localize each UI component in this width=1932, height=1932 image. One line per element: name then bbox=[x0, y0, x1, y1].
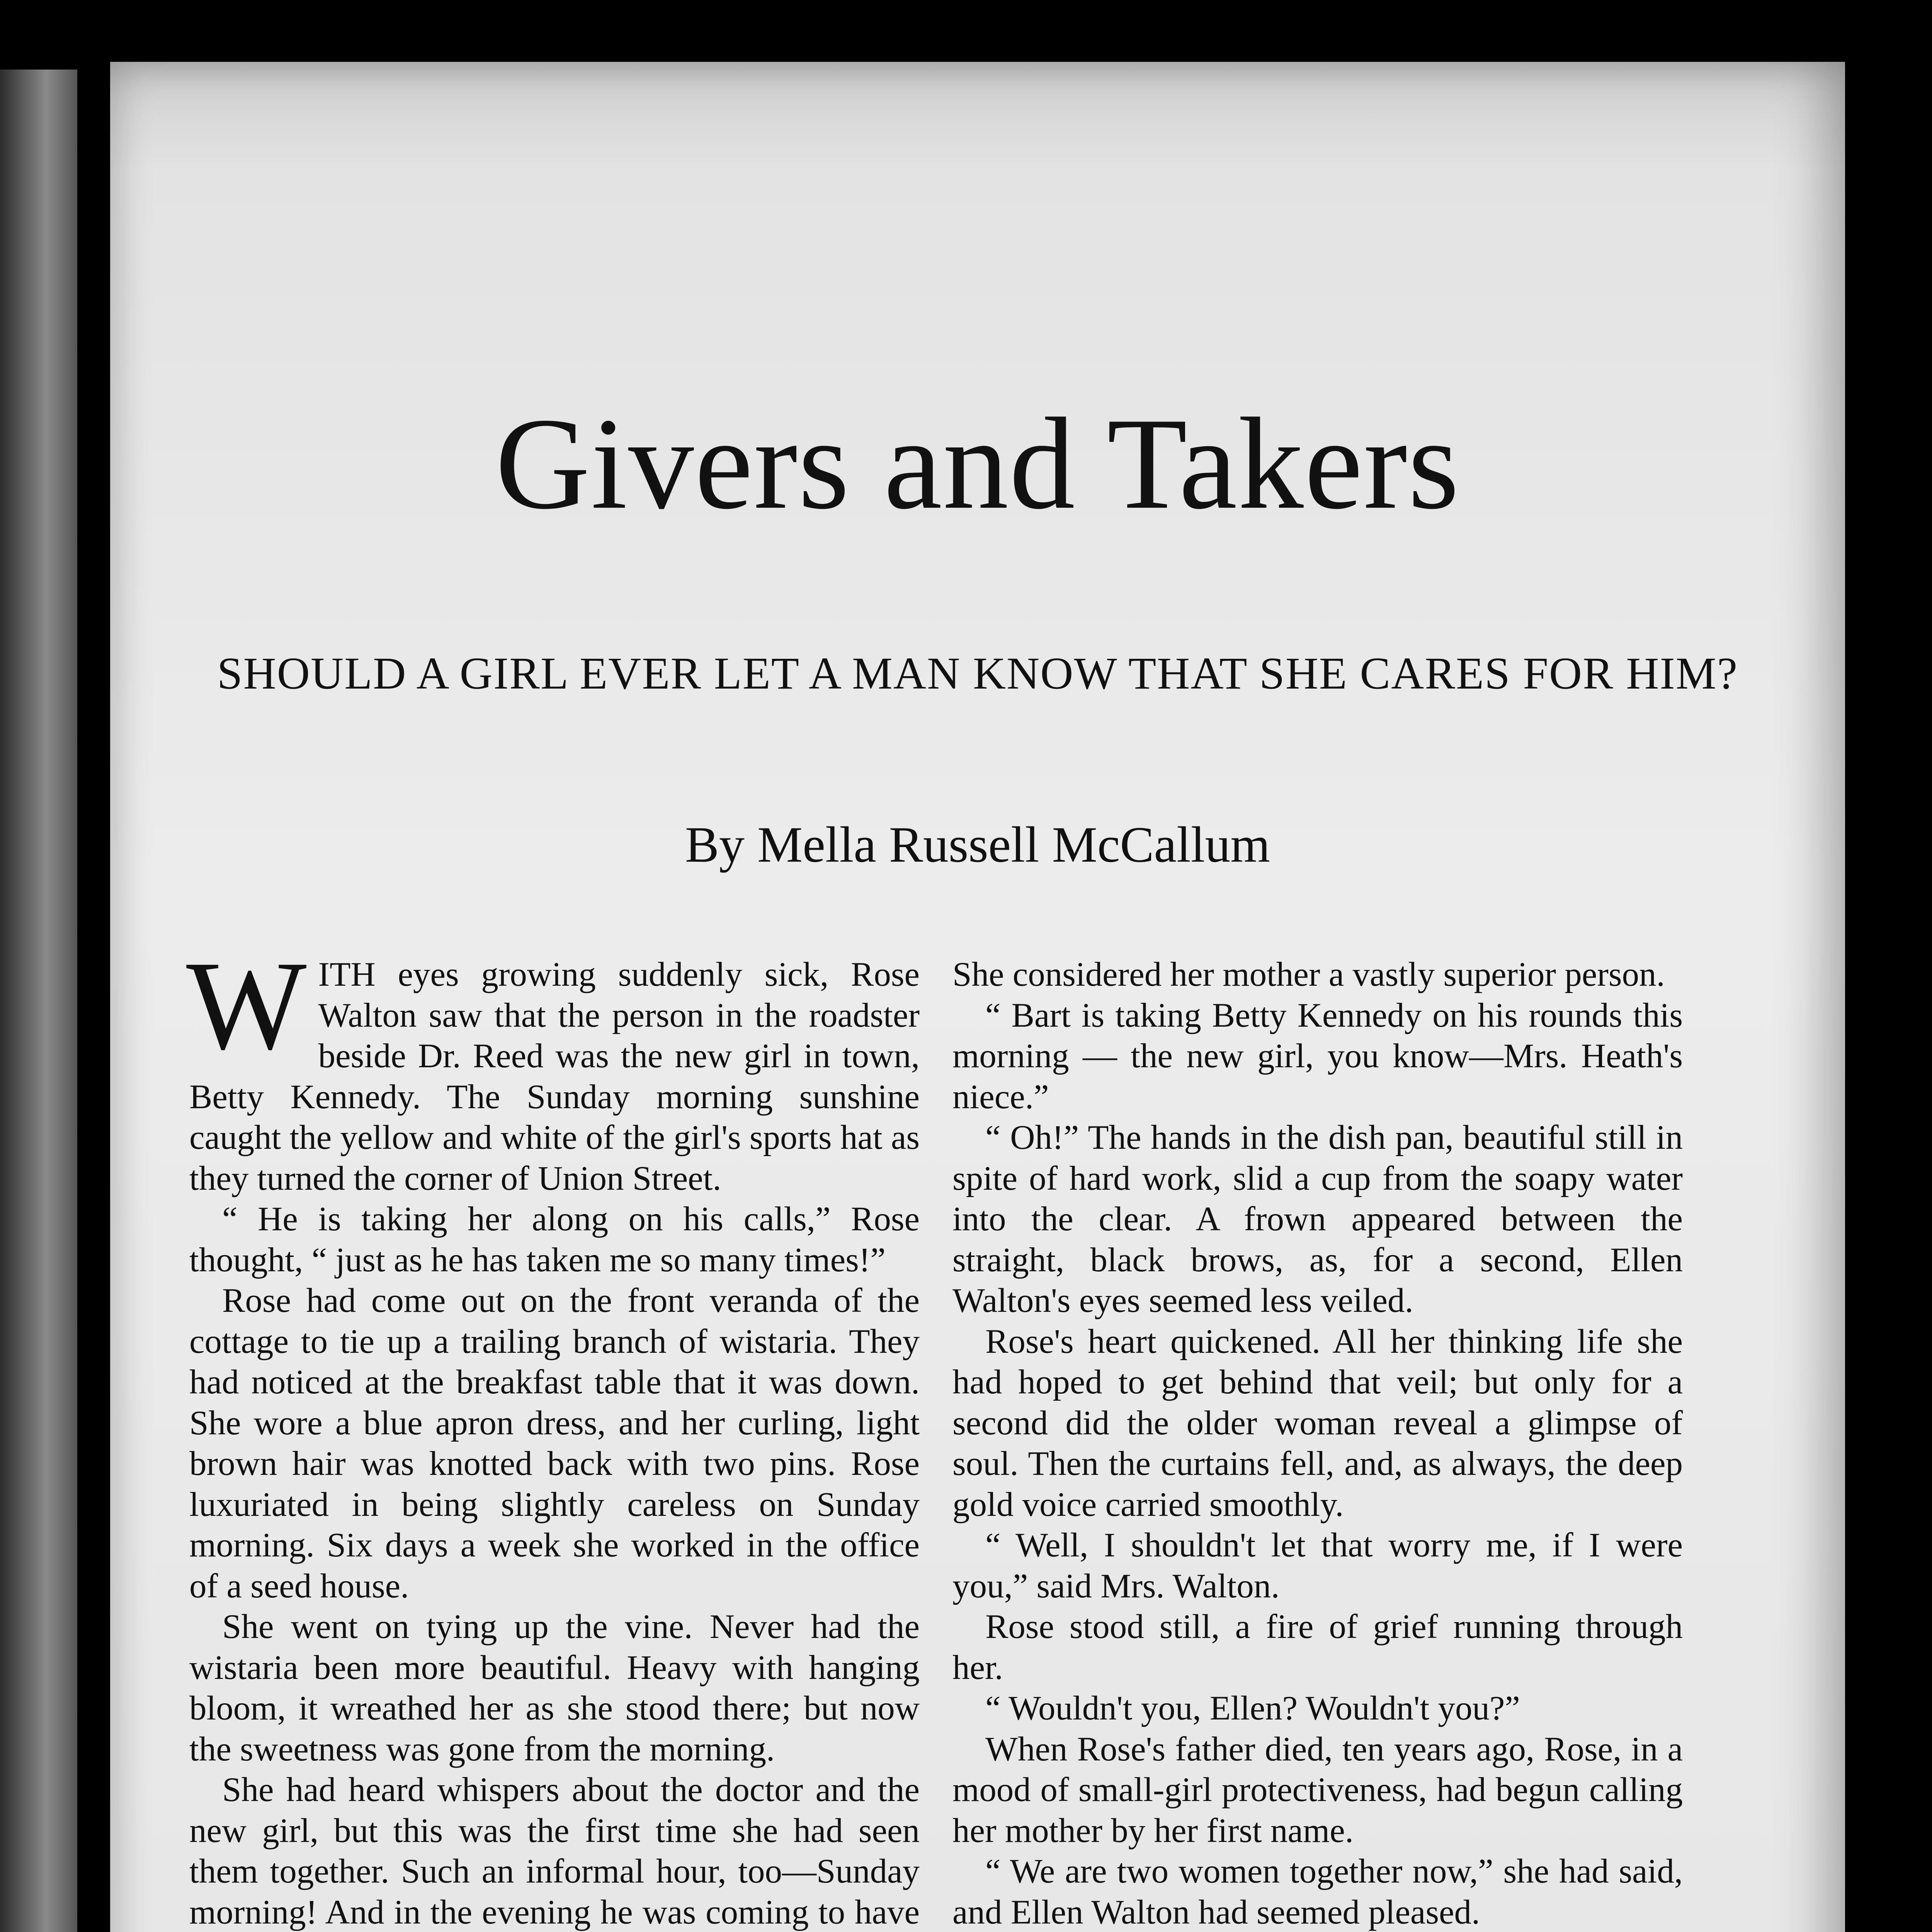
paragraph: “ We are two women together now,” she had said, and Ellen Walton had seemed pleased. bbox=[952, 1852, 1683, 1931]
paragraph: “ He is taking her along on his calls,” Rose thought, “ just as he has taken me so many times!” bbox=[189, 1200, 920, 1279]
paragraph: “ Wouldn't you, Ellen? Wouldn't you?” bbox=[985, 1689, 1520, 1727]
right-column bbox=[952, 954, 1683, 1932]
article-title: Givers and Takers bbox=[495, 391, 1460, 536]
left-column bbox=[186, 935, 920, 1932]
magazine-page bbox=[110, 62, 1845, 1932]
paragraph: Rose had come out on the front veranda of the cottage to tie up a trailing branch of wistaria. They had noticed at the breakfast table that it was down. She wore a blue apron dress, and her curling, light brown hair was knotted back with two pins. Rose luxuriated in being slightly careless on Sunday morning. Six days a week she worked in the office of a seed house. bbox=[189, 1282, 920, 1605]
paragraph: When Rose's father died, ten years ago, Rose, in a mood of small-girl protectiveness, had begun calling her mother by her first name. bbox=[952, 1730, 1683, 1850]
article-subtitle: SHOULD A GIRL EVER LET A MAN KNOW THAT SHE CARES FOR HIM? bbox=[217, 648, 1738, 699]
adjacent-page-edge bbox=[0, 70, 77, 1932]
paragraph: She considered her mother a vastly superior person. bbox=[952, 956, 1665, 993]
paragraph: Rose stood still, a fire of grief running through her. bbox=[952, 1608, 1683, 1687]
paragraph: WITH eyes growing suddenly sick, Rose Walton saw that the person in the roadster beside Dr. Reed was the new girl in town, Betty Kennedy. The Sunday morning sunshine caught the yellow and white of the girl's sports hat as they turned the corner of Union Street. bbox=[186, 935, 920, 1197]
paragraph: “ Oh!” The hands in the dish pan, beautiful still in spite of hard work, slid a cup from the soapy water into the clear. A frown appeared between the straight, black brows, as, for a second, Ellen Walton's eyes seemed less veiled. bbox=[952, 1119, 1683, 1320]
article-byline: By Mella Russell McCallum bbox=[685, 816, 1270, 873]
paragraph: “ Bart is taking Betty Kennedy on his rounds this morning — the new girl, you know—Mrs. Heath's niece.” bbox=[952, 996, 1683, 1116]
paragraph: She had heard whispers about the doctor and the new girl, but this was the first time she had seen them together. Such an informal hour, too—Sunday morning! And in the evening he was coming to have bbox=[189, 1771, 920, 1931]
paragraph: Rose's heart quickened. All her thinking life she had hoped to get behind that veil; but only for a second did the older woman reveal a glimpse of soul. Then the curtains fell, and, as always, the deep gold voice carried smoothly. bbox=[952, 1322, 1683, 1524]
paragraph: She went on tying up the vine. Never had the wistaria been more beautiful. Heavy with hanging bloom, it wreathed her as she stood there; but now the sweetness was gone from the morning. bbox=[189, 1608, 920, 1768]
drop-cap: W bbox=[186, 935, 307, 1076]
paragraph: “ Well, I shouldn't let that worry me, if I were you,” said Mrs. Walton. bbox=[952, 1526, 1683, 1605]
